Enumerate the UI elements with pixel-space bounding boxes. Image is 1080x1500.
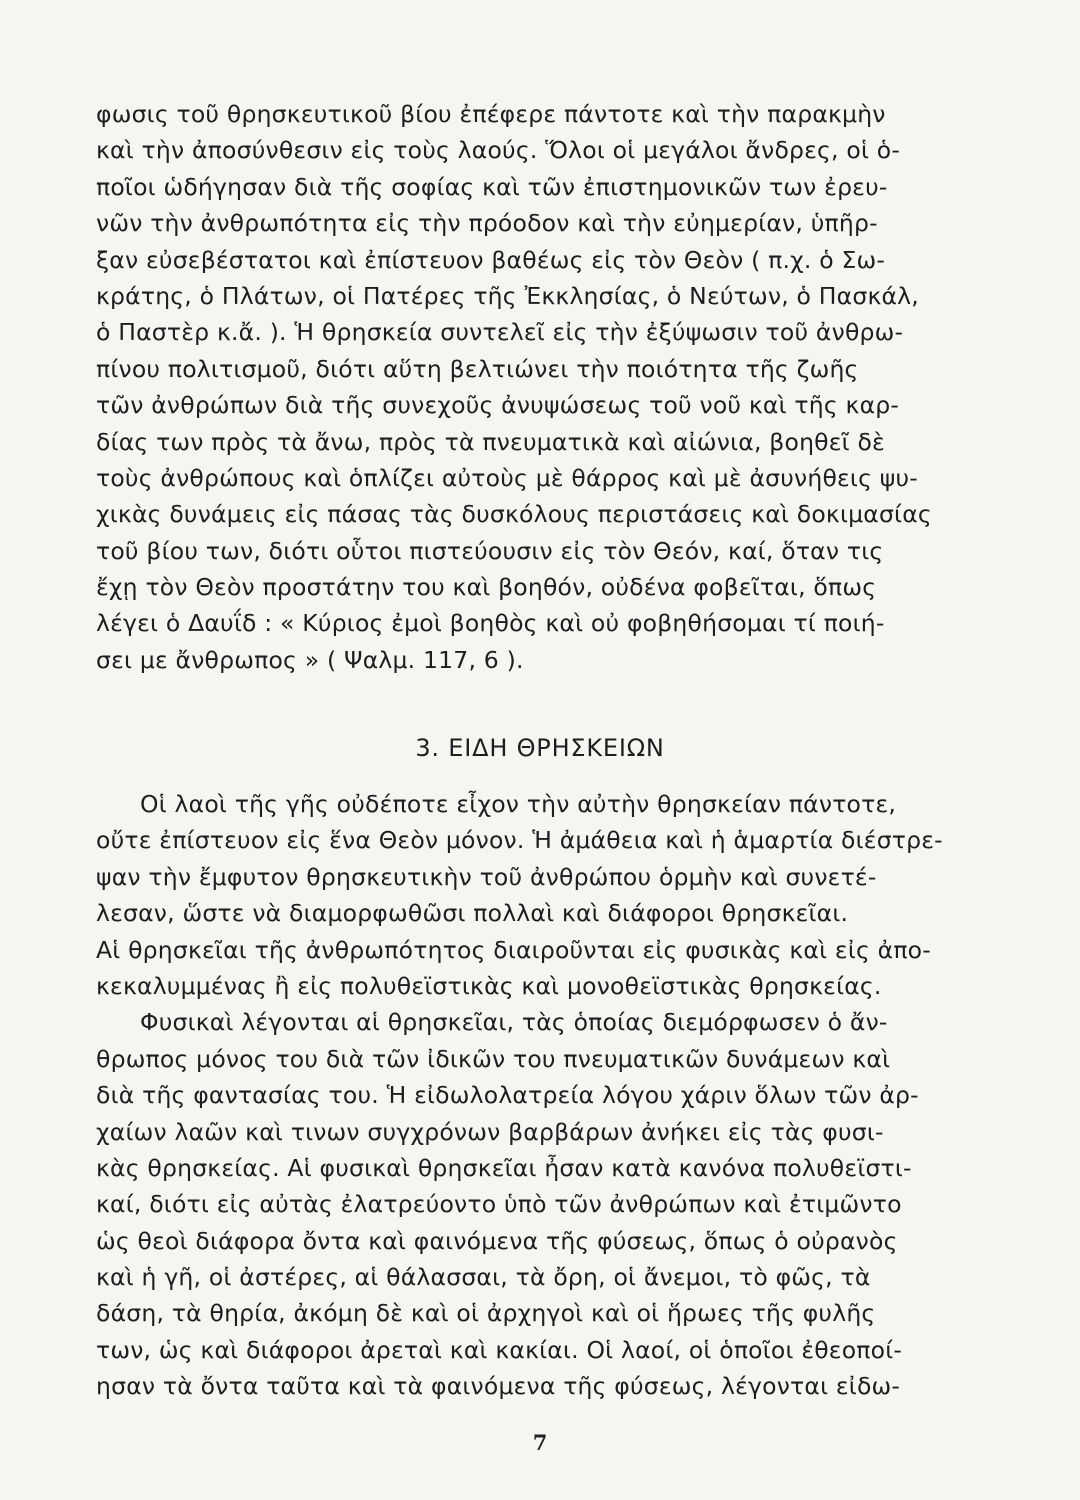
text-line: κὰς θρησκείας. Αἱ φυσικαὶ θρησκεῖαι ἦσαν κατὰ κανόνα πολυθεϊστι- [96,1153,912,1182]
text-line: διὰ τῆς φαντασίας του. Ἡ εἰδωλολατρεία λόγου χάριν ὅλων τῶν ἀρ- [96,1081,919,1110]
text-line: ποῖοι ὡδήγησαν διὰ τῆς σοφίας καὶ τῶν ἐπιστημονικῶν των ἐρευ- [96,172,888,201]
text-line: λέγει ὁ Δαυΐδ : « Κύριος ἐμοὶ βοηθὸς καὶ οὐ φοβηθήσομαι τί ποιή- [96,609,885,638]
text-line: κράτης, ὁ Πλάτων, οἱ Πατέρες τῆς Ἐκκλησίας, ὁ Νεύτων, ὁ Πασκάλ, [96,281,919,310]
text-line: καί, διότι εἰς αὐτὰς ἐλατρεύοντο ὑπὸ τῶν ἀνθρώπων καὶ ἐτιμῶντο [96,1190,902,1219]
text-line: φωσις τοῦ θρησκευτικοῦ βίου ἐπέφερε πάντοτε καὶ τὴν παρακμὴν [96,100,886,128]
text-line: ὁ Παστὲρ κ.ἄ. ). Ἡ θρησκεία συντελεῖ εἰς τὴν ἐξύψωσιν τοῦ ἀνθρω- [96,318,904,347]
text-line: δίας των πρὸς τὰ ἄνω, πρὸς τὰ πνευματικὰ καὶ αἰώνια, βοηθεῖ δὲ [96,427,885,456]
section-heading: 3. ΕΙΔΗ ΘΡΗΣΚΕΙΩΝ [415,734,665,762]
text-line: πίνου πολιτισμοῦ, διότι αὕτη βελτιώνει τὴν ποιότητα τῆς ζωῆς [96,354,859,383]
text-line: σει με ἄνθρωπος » ( Ψαλμ. 117, 6 ). [96,645,524,674]
text-line: καὶ τὴν ἀποσύνθεσιν εἰς τοὺς λαούς. Ὅλοι οἱ μεγάλοι ἄνδρες, οἱ ὁ- [96,136,901,165]
text-line: ξαν εὐσεβέστατοι καὶ ἐπίστευον βαθέως εἰς τὸν Θεὸν ( π.χ. ὁ Σω- [96,245,886,274]
text-line: κεκαλυμμένας ἢ εἰς πολυθεϊστικὰς καὶ μονοθεϊστικὰς θρησκείας. [96,971,882,1000]
text-line: λεσαν, ὥστε νὰ διαμορφωθῶσι πολλαὶ καὶ διάφοροι θρησκεῖαι. [96,899,849,928]
text-line: καὶ ἡ γῆ, οἱ ἀστέρες, αἱ θάλασσαι, τὰ ὄρη, οἱ ἄνεμοι, τὸ φῶς, τὰ [96,1263,871,1292]
text-line: Οἱ λαοὶ τῆς γῆς οὐδέποτε εἶχον τὴν αὐτὴν θρησκείαν πάντοτε, [140,790,897,818]
text-line: ησαν τὰ ὄντα ταῦτα καὶ τὰ φαινόμενα τῆς φύσεως, λέγονται εἰδω- [96,1372,901,1401]
text-line: τοὺς ἀνθρώπους καὶ ὁπλίζει αὐτοὺς μὲ θάρρος καὶ μὲ ἀσυνήθεις ψυ- [96,463,918,492]
text-line: χικὰς δυνάμεις εἰς πάσας τὰς δυσκόλους περιστάσεις καὶ δοκιμασίας [96,500,932,529]
body-text-top [96,96,956,678]
text-line: Φυσικαὶ λέγονται αἱ θρησκεῖαι, τὰς ὁποίας διεμόρφωσεν ὁ ἄν- [140,1008,888,1037]
text-line: ἔχῃ τὸν Θεὸν προστάτην του καὶ βοηθόν, οὐδένα φοβεῖται, ὅπως [96,573,877,602]
text-line: Αἱ θρησκεῖαι τῆς ἀνθρωπότητος διαιροῦνται εἰς φυσικὰς καὶ εἰς ἀπο- [96,935,931,964]
text-line: των, ὡς καὶ διάφοροι ἀρεταὶ καὶ κακίαι. Οἱ λαοί, οἱ ὁποῖοι ἐθεοποί- [96,1335,903,1364]
text-line: ψαν τὴν ἔμφυτον θρησκευτικὴν τοῦ ἀνθρώπου ὁρμὴν καὶ συνετέ- [96,862,877,891]
page-number: 7 [532,1430,548,1455]
text-line: τῶν ἀνθρώπων διὰ τῆς συνεχοῦς ἀνυψώσεως τοῦ νοῦ καὶ τῆς καρ- [96,391,900,420]
text-line: ὡς θεοὶ διάφορα ὄντα καὶ φαινόμενα τῆς φύσεως, ὅπως ὁ οὐρανὸς [96,1226,898,1255]
body-text-bottom [96,786,956,1405]
text-line: οὔτε ἐπίστευον εἰς ἕνα Θεὸν μόνον. Ἡ ἀμάθεια καὶ ἡ ἁμαρτία διέστρε- [96,826,943,855]
text-line: νῶν τὴν ἀνθρωπότητα εἰς τὴν πρόοδον καὶ τὴν εὐημερίαν, ὑπῆρ- [96,209,878,238]
text-line: θρωπος μόνος του διὰ τῶν ἰδικῶν του πνευματικῶν δυνάμεων καὶ [96,1044,891,1073]
text-line: δάση, τὰ θηρία, ἀκόμη δὲ καὶ οἱ ἀρχηγοὶ καὶ οἱ ἥρωες τῆς φυλῆς [96,1299,876,1328]
text-line: χαίων λαῶν καὶ τινων συγχρόνων βαρβάρων ἀνήκει εἰς τὰς φυσι- [96,1117,884,1146]
text-line: τοῦ βίου των, διότι οὗτοι πιστεύουσιν εἰς τὸν Θεόν, καί, ὅταν τις [96,536,884,565]
